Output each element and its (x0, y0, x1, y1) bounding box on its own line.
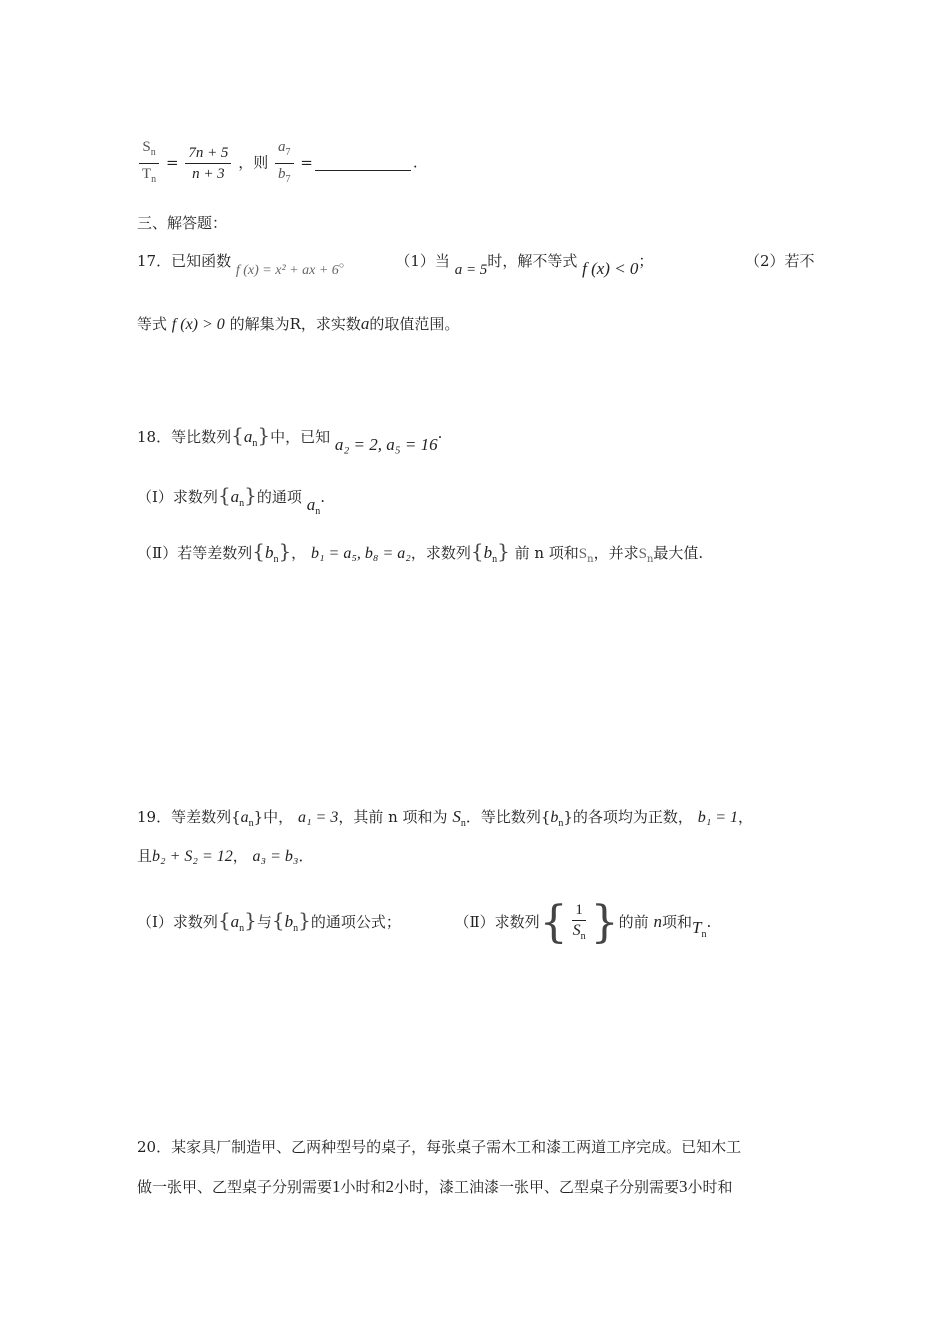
q16-lhs-fraction: $\frac{S_n}{T_n}$ (139, 138, 159, 189)
section-title: 三、解答题： (137, 214, 228, 232)
q16-line: $\frac{S_n}{T_n}$ = $\frac{7n + 5}{n + 3}$ ，则 $\frac{a_7}{b_7}$ = . (137, 138, 418, 189)
q18-condition: a₂ = 2, a₅ = 16 (334, 435, 438, 454)
q20-line2: 做一张甲、乙型桌子分别需要1小时和2小时，漆工油漆一张甲、乙型桌子分别需要3小时和 (137, 1177, 733, 1196)
q18-part1: （Ⅰ）求数列$\{a_n\}$的通项 $a_n$. (137, 483, 325, 517)
q19-fraction: $\frac{1}{S_n}$ (572, 901, 586, 942)
answer-blank[interactable] (315, 156, 411, 171)
q18-part2: （Ⅱ）若等差数列$\{b_n\}$， b₁ = a₅, b₈ = a₂，求数列$\{b_n\}$ 前 n 项和$S_n$，并求$S_n$最大值. (137, 539, 704, 565)
q18-line1: 18．等比数列$\{a_n\}$中，已知 a₂ = 2, a₅ = 16· (137, 423, 443, 454)
q16-rhs-fraction: $\frac{7n + 5}{n + 3}$ (185, 144, 231, 183)
s-symbol: S (142, 139, 151, 155)
q19-parts: （Ⅰ）求数列$\{a_n\}$与$\{b_n\}$的通项公式； （Ⅱ）求数列{ $\frac{1}{S_n}$ }的前 n项和$T_n$. (137, 897, 712, 948)
q17-function: f (x) = x² + ax + 6 (235, 263, 339, 278)
q16-ratio-fraction: $\frac{a_7}{b_7}$ (275, 138, 294, 189)
q17-line1: 17．已知函数 f (x) = x² + ax + 6。 （1）当 a = 5时，解不等式 f (x) < 0； （2）若不 (137, 252, 815, 278)
q17-line2: 等式 f (x) > 0 的解集为R，求实数a的取值范围。 (137, 314, 460, 333)
q19-line2: 且b₂ + S₂ = 12， a₃ = b₃． (137, 847, 314, 865)
q20-line1: 20．某家具厂制造甲、乙两种型号的桌子，每张桌子需木工和漆工两道工序完成。已知木工 (137, 1138, 742, 1156)
t-symbol: T (142, 166, 152, 182)
q19-line1: 19．等差数列$\{a_n\}$中， a₁ = 3，其前 n 项和为 $S_n$．等比数列$\{b_n\}$的各项均为正数， b₁ = 1， (137, 807, 754, 829)
